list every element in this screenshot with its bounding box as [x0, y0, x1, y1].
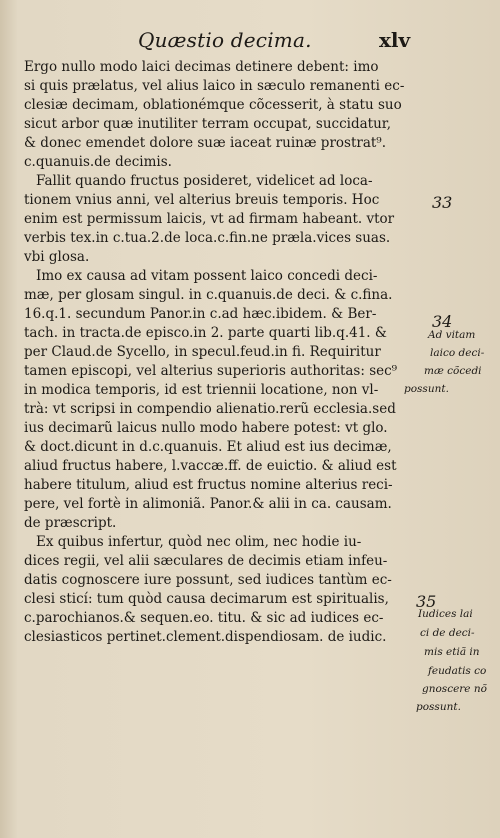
marginal-number-34: 34 — [432, 312, 453, 331]
text-line: vbi glosa. — [24, 249, 90, 265]
marginal-note-line: ci de deci- — [420, 627, 475, 639]
text-line: si quis prælatus, vel alius laico in sæculo remanenti ec- — [24, 78, 405, 94]
marginal-note-line: possunt. — [404, 383, 449, 395]
text-line: datis cognoscere iure possunt, sed iudices tantùm ec- — [24, 572, 392, 588]
text-line: tionem vnius anni, vel alterius breuis temporis. Hoc — [24, 192, 380, 208]
text-line: c.quanuis.de decimis. — [24, 154, 172, 170]
marginal-number-35: 35 — [416, 592, 437, 611]
text-line: clesi sticí: tum quòd causa decimarum est spiritualis, — [24, 591, 389, 607]
text-line: de præscript. — [24, 515, 117, 531]
marginal-note-line: Ad vitam — [428, 329, 476, 341]
running-title: Quæstio decima. — [138, 28, 312, 52]
text-line: dices regii, vel alii sæculares de decimis etiam infeu- — [24, 553, 388, 569]
text-line: tach. in tracta.de episco.in 2. parte quarti lib.q.41. & — [24, 325, 387, 341]
text-line: enim est permissum laicis, vt ad firmam habeant. vtor — [24, 211, 395, 227]
margin-notes — [404, 0, 496, 838]
text-line: in modica temporis, id est triennii locatione, non vl- — [24, 382, 379, 398]
folio-number: xlv — [379, 28, 411, 52]
marginal-note-line: gnoscere nõ — [422, 683, 487, 695]
text-line: & donec emendet dolore suæ iaceat ruinæ prostrat⁹. — [24, 135, 387, 151]
text-line: ius decimarũ laicus nullo modo habere potest: vt glo. — [24, 420, 388, 436]
marginal-note-line: mæ cõcedi — [424, 365, 482, 377]
text-line: pere, vel fortè in alimoniã. Panor.& alii in ca. causam. — [24, 496, 392, 512]
marginal-note-line: possunt. — [416, 701, 461, 713]
text-line: Ex quibus infertur, quòd nec olim, nec hodie iu- — [36, 534, 362, 550]
text-line: 16.q.1. secundum Panor.in c.ad hæc.ibidem. & Ber- — [24, 306, 377, 322]
text-line: aliud fructus habere, l.vaccæ.ff. de euictio. & aliud est — [24, 458, 397, 474]
text-line: Fallit quando fructus posideret, videlicet ad loca- — [36, 173, 373, 189]
text-line: per Claud.de Sycello, in specul.feud.in fi. Requiritur — [24, 344, 381, 360]
marginal-note-line: Iudices lai — [418, 608, 473, 620]
text-line: clesiæ decimam, oblationémque cõcesserit, à statu suo — [24, 97, 402, 113]
text-line: c.parochianos.& sequen.eo. titu. & sic ad iudices ec- — [24, 610, 384, 626]
text-line: sicut arbor quæ inutiliter terram occupat, succidatur, — [24, 116, 392, 132]
marginal-note-line: laico deci- — [430, 347, 485, 359]
text-line: mæ, per glosam singul. in c.quanuis.de deci. & c.fina. — [24, 287, 393, 303]
text-line: clesiasticos pertinet.clement.dispendiosam. de iudic. — [24, 629, 387, 645]
text-line: Ergo nullo modo laici decimas detinere debent: imo — [24, 59, 379, 75]
marginal-number-33: 33 — [432, 193, 453, 212]
text-line: Imo ex causa ad vitam possent laico concedi deci- — [36, 268, 378, 284]
text-line: trà: vt scripsi in compendio alienatio.rerũ ecclesia.sed — [24, 401, 396, 417]
marginal-note-line: mis etiã in — [424, 646, 480, 658]
marginal-note-line: feudatis co — [428, 665, 487, 677]
text-line: tamen episcopi, vel alterius superioris authoritas: sec⁹ — [24, 363, 398, 379]
text-line: verbis tex.in c.tua.2.de loca.c.fin.ne præla.vices suas. — [24, 230, 391, 246]
text-line: habere titulum, aliud est fructus nomine alterius reci- — [24, 477, 393, 493]
text-line: & doct.dicunt in d.c.quanuis. Et aliud est ius decimæ, — [24, 439, 392, 455]
